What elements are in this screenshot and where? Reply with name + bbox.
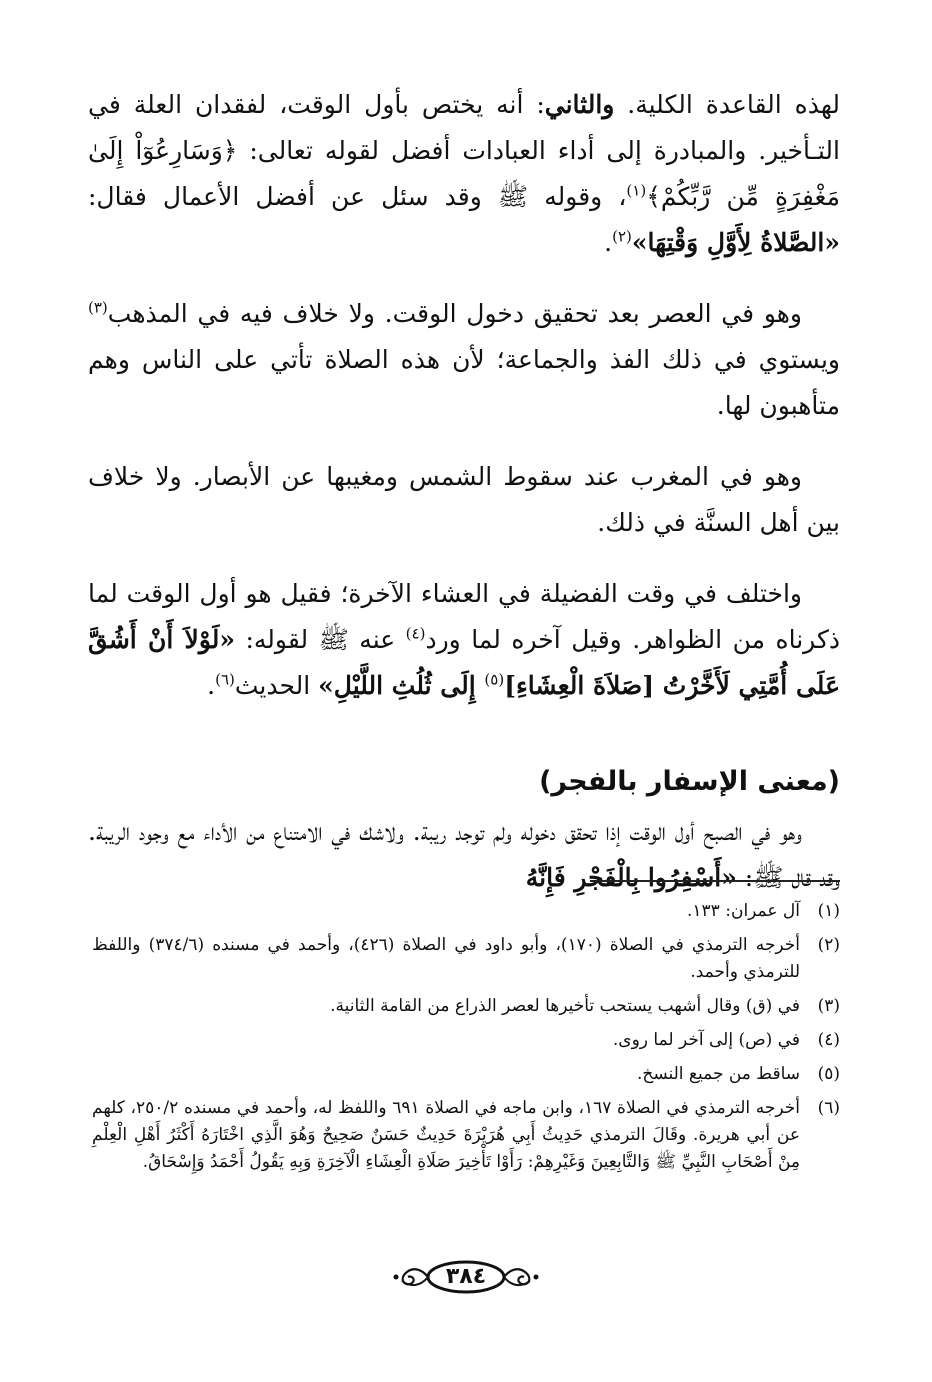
paragraph-text: : أنه يختص بأول الوقت، لفقدان العلة في التـأخير. والمبادرة إلى أداء العبادات أفضل لقوله تعالى: ﴿وَسَارِعُوٓاْ إِلَىٰ مَغْفِرَةٍ مِّن رَّبِّكُمْ﴾: [88, 90, 840, 211]
footnote-text: آل عمران: ١٣٣.: [687, 901, 800, 921]
footnote-ref[interactable]: (٦): [215, 670, 235, 689]
hadith-quote: إِلَى ثُلُثِ اللَّيْلِ»: [318, 671, 485, 700]
footnote-divider: [590, 880, 840, 882]
page-number-ornament: [392, 1257, 540, 1297]
paragraph-2: [88, 291, 840, 429]
paragraph-text: وهو في الصبح أول الوقت إذا تحقق دخوله ولم توجد ريبة. ولاشك في الامتناع من الأداء مع وجود الريبة. وقد قال ﷺ:: [88, 817, 840, 892]
footnote-number: (٢): [817, 935, 840, 955]
footnote-number: (١): [817, 901, 840, 921]
footnote-item: [92, 932, 840, 986]
paragraph-text: .: [604, 228, 613, 257]
footnote-number: (٦): [817, 1098, 840, 1118]
footnote-item: [92, 1095, 840, 1176]
paragraph-text: .: [207, 671, 216, 700]
paragraph-text: وهو في العصر بعد تحقيق دخول الوقت. ولا خلاف فيه في المذهب: [107, 299, 802, 328]
footnote-text: أخرجه الترمذي في الصلاة (١٧٠)، وأبو داود في الصلاة (٤٢٦)، وأحمد في مسنده (٣٧٤/٦) واللفظ للترمذي وأحمد.: [92, 935, 800, 982]
paragraph-text: ، وقوله ﷺ وقد سئل عن أفضل الأعمال فقال:: [88, 182, 627, 211]
bold-term: والثاني: [544, 90, 615, 119]
footnote-text: في (ق) وقال أشهب يستحب تأخيرها لعصر الذراع من القامة الثانية.: [330, 996, 800, 1016]
footnote-item: [92, 1061, 840, 1088]
footnote-ref[interactable]: (٣): [88, 298, 108, 317]
footnote-ref[interactable]: (٤): [405, 624, 426, 643]
footnote-number: (٣): [817, 996, 840, 1016]
footnote-item: [92, 1027, 840, 1054]
hadith-quote: «لَوْلاَ أَنْ أَشُقَّ عَلَى أُمَّتِي لَأَخَّرْتُ [صَلاَةَ الْعِشَاءِ]: [88, 625, 840, 700]
paragraph-1: [88, 82, 840, 266]
paragraph-text: لهذه القاعدة الكلية.: [614, 90, 840, 119]
footnote-text: أخرجه الترمذي في الصلاة ١٦٧، وابن ماجه في الصلاة ٦٩١ واللفظ له، وأحمد في مسنده ٢٥٠/٢، كلهم عن أبي هريرة. وقَالَ الترمذي حَدِيثُ أَبِي هُرَيْرَةَ حَدِيثٌ حَسَنٌ صَحِيحٌ وَهُوَ الَّذِي اخْتَارَهُ أَكْثَرُ أَهْلِ الْعِلْمِ مِنْ أَصْحَابِ النَّبِيِّ ﷺ وَالتَّابِعِينَ وَغَيْرِهِمْ: رَأَوْا تَأْخِيرَ صَلَاةِ الْعِشَاءِ الْآخِرَةِ وَبِهِ يَقُولُ أَحْمَدُ وَإِسْحَاقُ.: [92, 1098, 800, 1172]
hadith-quote: «الصَّلاةُ لِأَوَّلِ وَقْتِهَا»: [631, 228, 840, 257]
main-text: [88, 82, 840, 926]
footnote-ref[interactable]: (١): [626, 181, 647, 200]
paragraph-text: واختلف في وقت الفضيلة في العشاء الآخرة؛ فقيل هو أول الوقت لما ذكرناه من الظواهر. وقيل آخره لما ورد: [88, 579, 840, 654]
footnote-text: في (ص) إلى آخر لما روى.: [612, 1030, 800, 1050]
paragraph-3: [88, 454, 840, 546]
page-number: ٣٨٤: [445, 1264, 487, 1289]
hadith-quote: «أَسْفِرُوا بِالْفَجْرِ فَإِنَّهُ: [525, 863, 737, 892]
paragraph-text: ويستوي في ذلك الفذ والجماعة؛ لأن هذه الصلاة تأتي على الناس وهم متأهبون لها.: [88, 345, 840, 420]
footnote-item: [92, 993, 840, 1020]
paragraph-5: [88, 809, 840, 901]
paragraph-text: عنه ﷺ لقوله:: [234, 625, 406, 654]
footnotes: [92, 898, 840, 1183]
paragraph-text: وهو في المغرب عند سقوط الشمس ومغيبها عن الأبصار. ولا خلاف بين أهل السنَّة في ذلك.: [88, 462, 840, 537]
paragraph-text: الحديث: [234, 671, 319, 700]
footnote-ref[interactable]: (٢): [612, 227, 632, 246]
footnote-text: ساقط من جميع النسخ.: [636, 1064, 800, 1084]
section-heading: (معنى الإسفار بالفجر): [539, 766, 840, 797]
footnote-number: (٤): [817, 1030, 840, 1050]
footnote-item: [92, 898, 840, 925]
footnote-number: (٥): [817, 1064, 840, 1084]
footnote-ref[interactable]: (٥): [484, 670, 505, 689]
paragraph-4: [88, 571, 840, 709]
